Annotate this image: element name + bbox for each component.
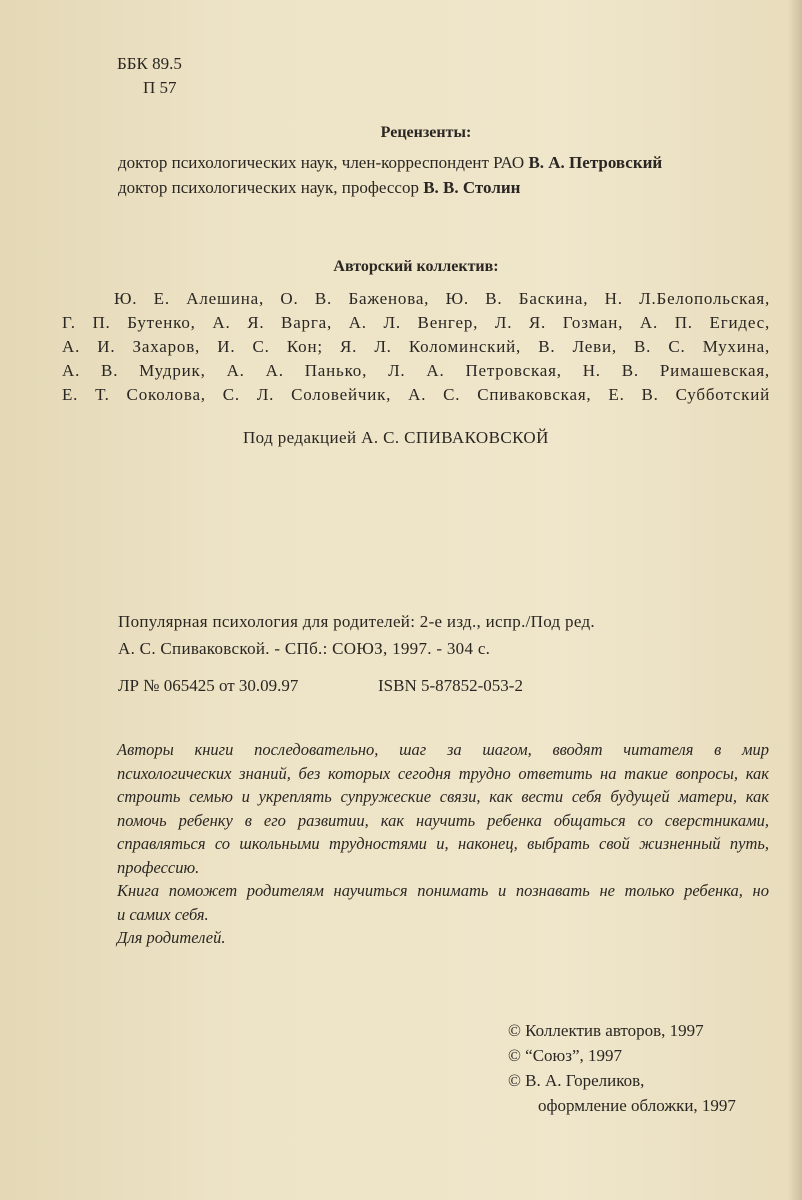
editor-line: Под редакцией А. С. СПИВАКОВСКОЙ [243,428,549,447]
copyright-line: © Коллектив авторов, 1997 [508,1021,704,1040]
reviewer-title: доктор психологических наук, профессор [118,178,424,197]
reviewers-heading: Рецензенты: [380,124,472,141]
copyright-block [508,1018,736,1118]
bibliographic-record [118,608,595,662]
reviewer-line [118,175,662,200]
annotation-line: Авторы книги последовательно, шаг за шагом, вводят читателя в мир [117,740,769,759]
biblio-line: Популярная психология для родителей: 2-е изд., испр./Под ред. [118,612,595,631]
authors-line: Е. Т. Соколова, С. Л. Соловейчик, А. С. Спиваковская, Е. В. Субботский [62,385,770,404]
reviewer-name: В. В. Столин [423,178,521,197]
authors-line: А. И. Захаров, И. С. Кон; Я. Л. Коломинский, В. Леви, В. С. Мухина, [62,337,770,356]
reviewer-title: доктор психологических наук, член-корреспондент РАО [118,153,529,172]
authors-heading: Авторский коллектив: [333,258,499,275]
authors-line: Г. П. Бутенко, А. Я. Варга, А. Л. Венгер, Л. Я. Гозман, А. П. Егидес, [62,313,770,332]
copyright-line: © “Союз”, 1997 [508,1046,623,1065]
audience-note: Для родителей. [117,928,226,947]
page-edge-shadow [788,0,802,1200]
annotation-line: профессию. [117,857,200,877]
bbk-block [117,52,182,100]
annotation-line: Книга поможет родителям научиться понимать и познавать не только ребенка, но [117,881,769,900]
license-number: ЛР № 065425 от 30.09.97 [118,676,299,695]
authors-line: Ю. Е. Алешина, О. В. Баженова, Ю. В. Баскина, Н. Л.Белопольская, [114,289,770,308]
annotation-line: помочь ребенку в его развитии, как научить ребенка общаться со сверстниками, [117,810,769,830]
annotation-line: психологических знаний, без которых сегодня трудно ответить на такие вопросы, как [117,763,769,783]
biblio-line: А. С. Спиваковской. - СПб.: СОЮЗ, 1997. - 304 с. [118,639,491,658]
authors-line: А. В. Мудрик, А. А. Панько, Л. А. Петровская, Н. В. Римашевская, [62,361,770,380]
annotation [117,738,769,950]
reviewer-line [118,150,662,175]
copyright-line: © В. А. Гореликов, [508,1071,645,1090]
reviewer-name: В. А. Петровский [528,153,663,172]
reviewers-list [118,150,662,200]
bbk-index: П 57 [143,78,177,97]
annotation-line: строить семью и укреплять супружеские связи, как вести себя будущей матери, как [117,787,769,806]
authors-list [62,287,770,407]
copyright-line: оформление обложки, 1997 [538,1096,736,1115]
annotation-line: справляться со школьными трудностями и, наконец, выбрать свой жизненный путь, [117,834,769,853]
bbk-code: ББК 89.5 [117,54,182,73]
annotation-line: и самих себя. [117,904,209,924]
isbn: ISBN 5-87852-053-2 [378,676,523,695]
